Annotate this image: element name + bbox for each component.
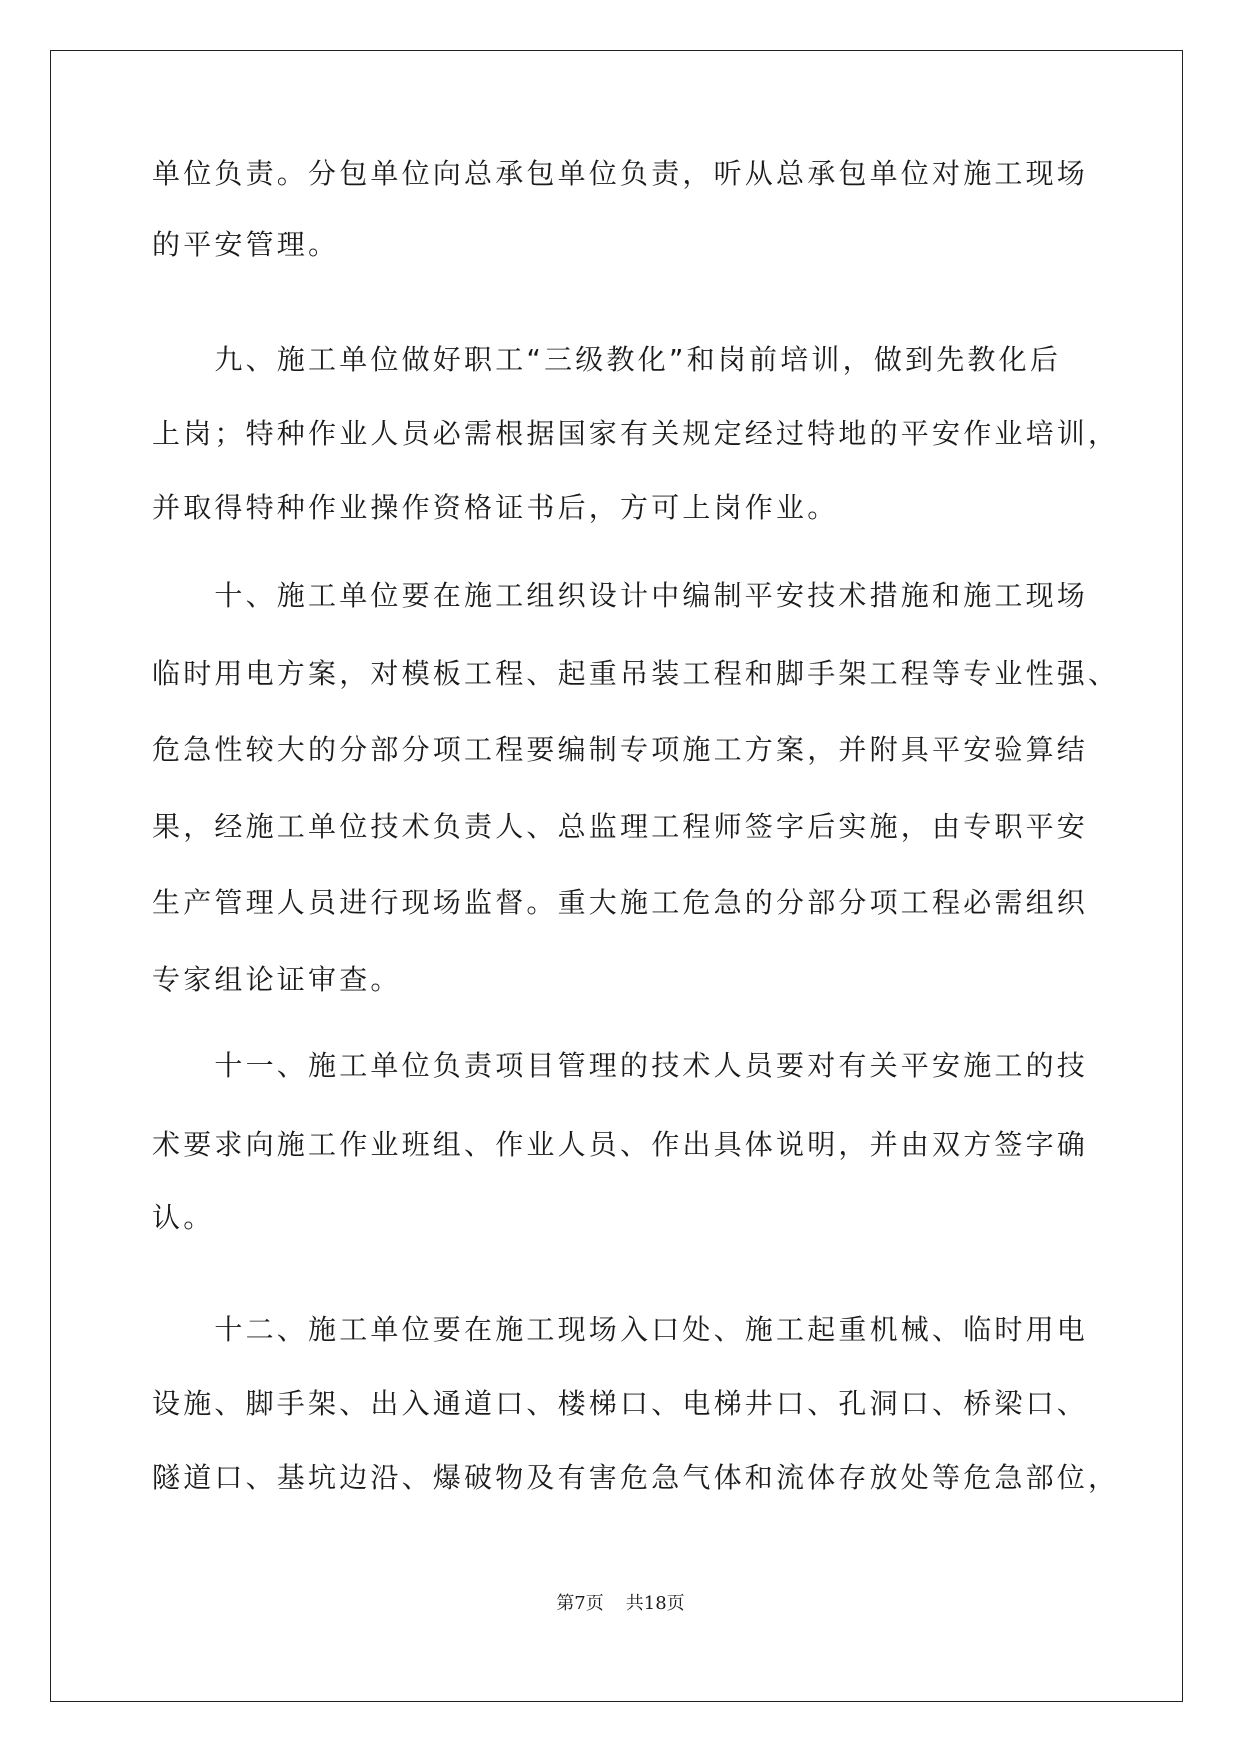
text-line: 的平安管理。: [152, 228, 340, 261]
text-line: 隧道口、基坑边沿、爆破物及有害危急气体和流体存放处等危急部位，: [152, 1461, 1120, 1494]
text-line: 并取得特种作业操作资格证书后，方可上岗作业。: [152, 491, 839, 524]
page-number: 第7页: [556, 1593, 604, 1614]
page-border: [50, 50, 1183, 1702]
text-line: 专家组论证审查。: [152, 963, 402, 996]
text-line: 果，经施工单位技术负责人、总监理工程师签字后实施，由专职平安: [152, 810, 1089, 843]
text-line: 单位负责。分包单位向总承包单位负责，听从总承包单位对施工现场: [152, 157, 1089, 190]
text-line: 十一、施工单位负责项目管理的技术人员要对有关平安施工的技: [152, 1049, 1089, 1082]
text-line: 九、施工单位做好职工“三级教化”和岗前培训，做到先教化后: [152, 343, 1062, 376]
page-footer: [0, 1592, 1241, 1616]
text-line: 十二、施工单位要在施工现场入口处、施工起重机械、临时用电: [152, 1313, 1089, 1346]
text-line: 临时用电方案，对模板工程、起重吊装工程和脚手架工程等专业性强、: [152, 657, 1120, 690]
text-line: 危急性较大的分部分项工程要编制专项施工方案，并附具平安验算结: [152, 733, 1089, 766]
text-line: 认。: [152, 1201, 215, 1234]
text-line: 十、施工单位要在施工组织设计中编制平安技术措施和施工现场: [152, 579, 1089, 612]
text-line: 生产管理人员进行现场监督。重大施工危急的分部分项工程必需组织: [152, 886, 1089, 919]
total-pages: 共18页: [625, 1593, 685, 1614]
text-line: 上岗；特种作业人员必需根据国家有关规定经过特地的平安作业培训，: [152, 417, 1120, 450]
text-line: 设施、脚手架、出入通道口、楼梯口、电梯井口、孔洞口、桥梁口、: [152, 1387, 1089, 1420]
text-line: 术要求向施工作业班组、作业人员、作出具体说明，并由双方签字确: [152, 1128, 1089, 1161]
